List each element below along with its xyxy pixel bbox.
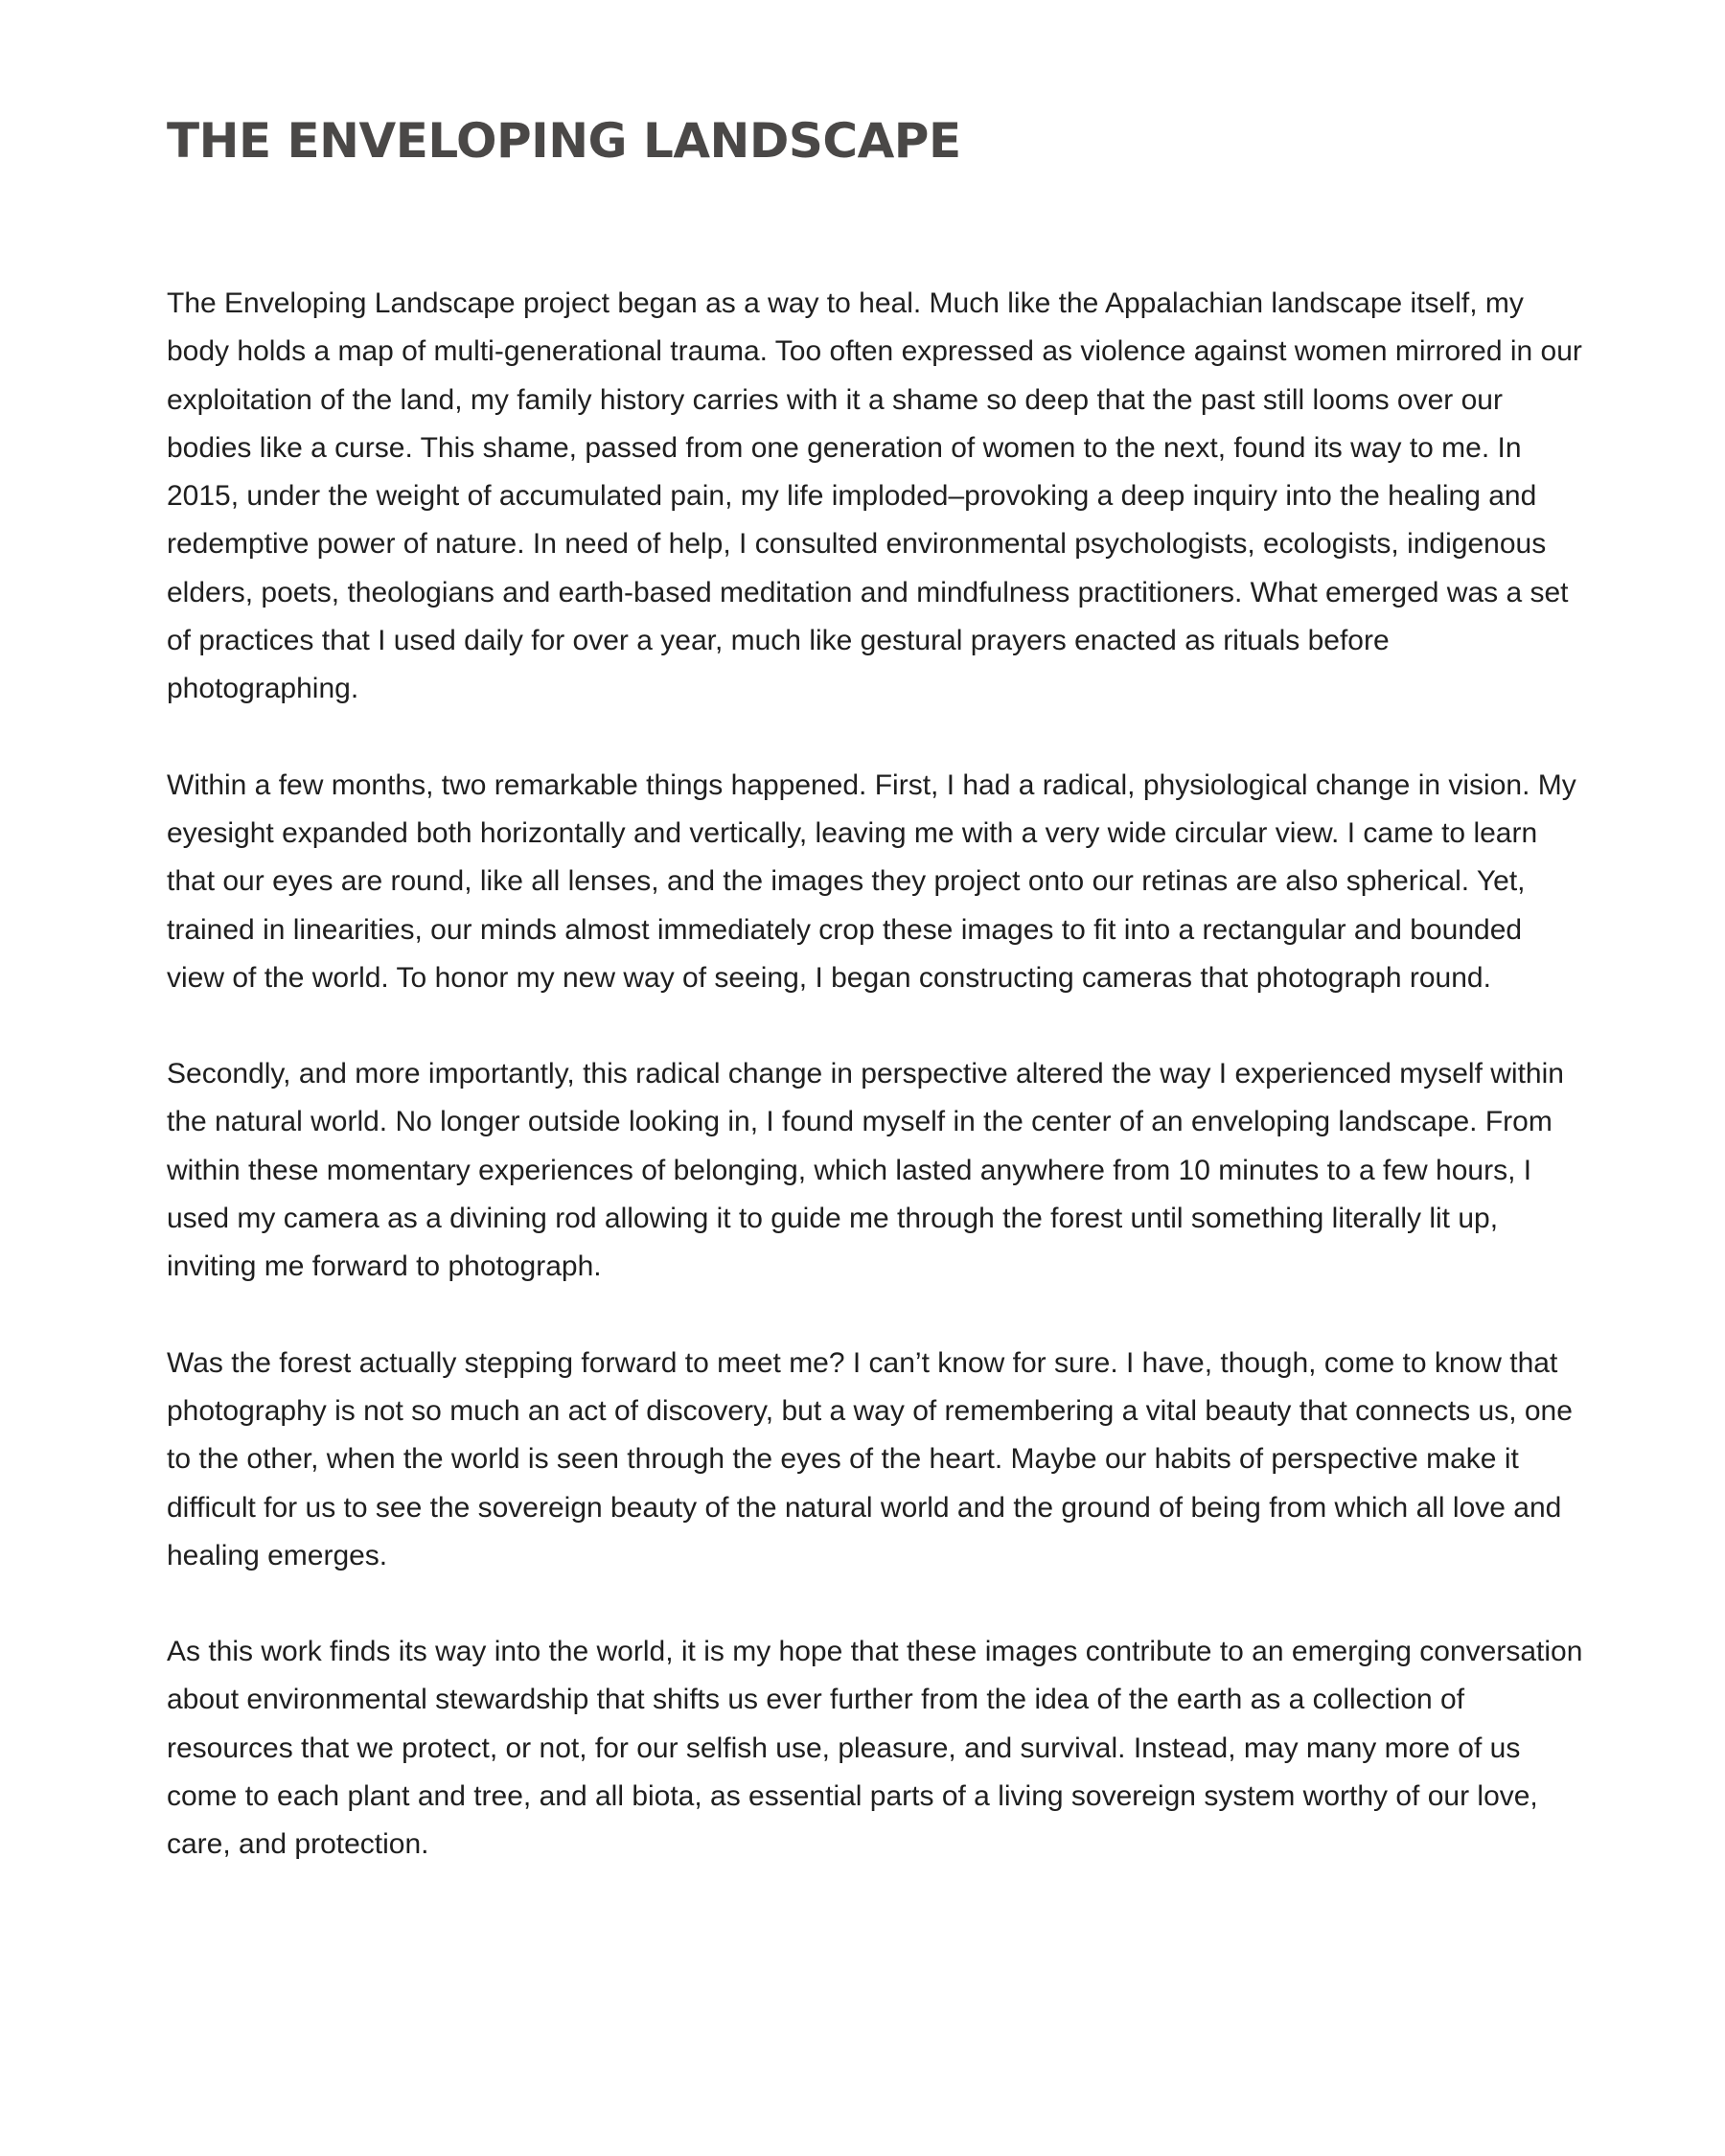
paragraph-1: The Enveloping Landscape project began as a way to heal. Much like the Appalachian landscape itself, my body holds a map of multi-generational trauma. Too often expressed as violence against women mirrored in our exploitation of the land, my family history carries with it a shame so deep that the past still looms over our bodies like a curse. This shame, passed from one generation of women to the next, found its way to me. In 2015, under the weight of accumulated pain, my life imploded–provoking a deep inquiry into the healing and redemptive power of nature. In need of help, I consulted environmental psychologists, ecologists, indigenous elders, poets, theologians and earth-based meditation and mindfulness practitioners. What emerged was a set of practices that I used daily for over a year, much like gestural prayers enacted as rituals before photographing.: [167, 287, 1582, 705]
document-page: [167, 107, 1585, 1917]
paragraph-3: Secondly, and more importantly, this radical change in perspective altered the way I experienced myself within the natural world. No longer outside looking in, I found myself in the center of an enveloping landscape. From within these momentary experiences of belonging, which lasted anywhere from 10 minutes to a few hours, I used my camera as a divining rod allowing it to guide me through the forest until something literally lit up, inviting me forward to photograph.: [167, 1058, 1564, 1283]
paragraph-2: Within a few months, two remarkable things happened. First, I had a radical, physiological change in vision. My eyesight expanded both horizontally and vertically, leaving me with a very wide circular view. I came to learn that our eyes are round, like all lenses, and the images they project onto our retinas are also spherical. Yet, trained in linearities, our minds almost immediately crop these images to fit into a rectangular and bounded view of the world. To honor my new way of seeing, I began constructing cameras that photograph round.: [167, 768, 1576, 994]
paragraph-5: As this work finds its way into the world, it is my hope that these images contribute to an emerging conversation about environmental stewardship that shifts us ever further from the idea of the earth as a collection of resources that we protect, or not, for our selfish use, pleasure, and survival. Instead, may many more of us come to each plant and tree, and all biota, as essential parts of a living sovereign system worthy of our love, care, and protection.: [167, 1636, 1583, 1861]
document-body: [167, 280, 1585, 1869]
paragraph-4: Was the forest actually stepping forward to meet me? I can’t know for sure. I have, though, come to know that photography is not so much an act of discovery, but a way of remembering a vital beauty that connects us, one to the other, when the world is seen through the eyes of the heart. Maybe our habits of perspective make it difficult for us to see the sovereign beauty of the natural world and the ground of being from which all love and healing emerges.: [167, 1346, 1573, 1571]
page-title: THE ENVELOPING LANDSCAPE: [167, 113, 961, 169]
